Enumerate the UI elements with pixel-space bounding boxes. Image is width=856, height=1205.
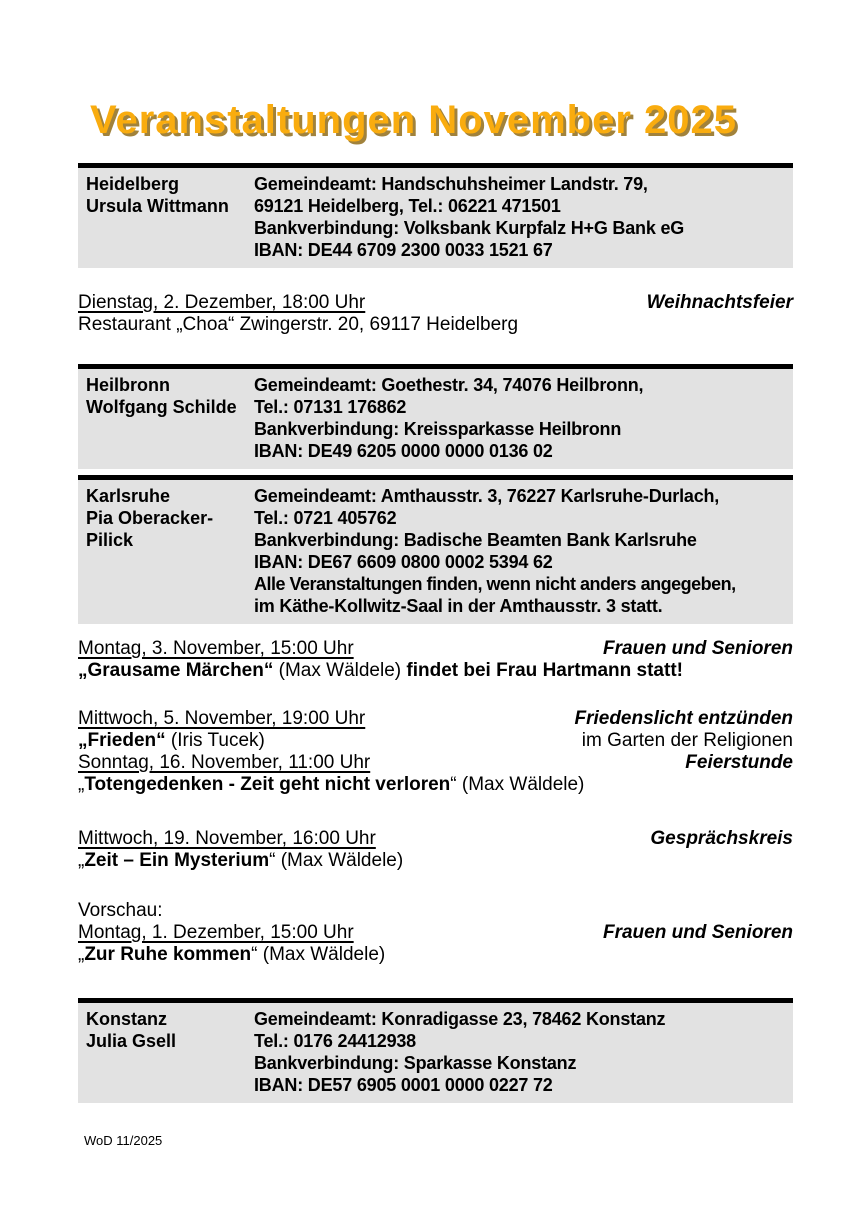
event-detail-text: „Frieden“ (Iris Tucek) xyxy=(78,730,265,751)
event-detail xyxy=(78,660,793,682)
event-category: Gesprächskreis xyxy=(650,828,793,849)
event-header xyxy=(78,828,793,850)
contact-city: Heilbronn xyxy=(86,375,170,395)
footer-issue-label: WoD 11/2025 xyxy=(84,1133,163,1148)
contact-detail-line: IBAN: DE44 6709 2300 0033 1521 67 xyxy=(254,240,553,260)
contact-note-line: im Käthe-Kollwitz-Saal in der Amthausstr. 3 statt. xyxy=(254,596,663,616)
page-title: Veranstaltungen November 2025 xyxy=(90,98,738,142)
event-detail xyxy=(78,944,793,966)
contact-person: Pilick xyxy=(86,530,134,550)
event-category: Frauen und Senioren xyxy=(602,638,793,659)
event-zeit-mysterium xyxy=(78,828,793,872)
contact-detail-line: Gemeindeamt: Goethestr. 34, 74076 Heilbronn, xyxy=(254,375,644,395)
contact-box-karlsruhe xyxy=(78,475,793,624)
event-date: Sonntag, 16. November, 11:00 Uhr xyxy=(78,752,371,773)
event-frieden xyxy=(78,708,793,752)
event-detail xyxy=(78,730,793,752)
event-detail-text: „Zeit – Ein Mysterium“ (Max Wäldele) xyxy=(78,850,404,871)
contact-detail-line: Gemeindeamt: Konradigasse 23, 78462 Konstanz xyxy=(254,1009,666,1029)
event-category: Feierstunde xyxy=(685,752,793,773)
contact-box-left xyxy=(86,485,254,617)
event-detail-text: „Zur Ruhe kommen“ (Max Wäldele) xyxy=(78,944,386,965)
contact-city: Karlsruhe xyxy=(86,486,171,506)
contact-box-right xyxy=(254,485,787,617)
contact-person: Julia Gsell xyxy=(86,1031,177,1051)
event-vorschau xyxy=(78,900,793,966)
contact-box-heidelberg xyxy=(78,163,793,268)
event-detail-text: „Grausame Märchen“ (Max Wäldele) findet bei Frau Hartmann statt! xyxy=(78,660,683,681)
contact-box-konstanz xyxy=(78,998,793,1103)
contact-detail-line: Gemeindeamt: Amthausstr. 3, 76227 Karlsruhe-Durlach, xyxy=(254,486,720,506)
event-detail-text: Restaurant „Choa“ Zwingerstr. 20, 69117 Heidelberg xyxy=(78,314,519,335)
contact-person: Ursula Wittmann xyxy=(86,196,229,216)
contact-box-heilbronn xyxy=(78,364,793,469)
event-date: Montag, 1. Dezember, 15:00 Uhr xyxy=(78,922,354,943)
contact-detail-line: Tel.: 0176 24412938 xyxy=(254,1031,416,1051)
contact-detail-line: Bankverbindung: Volksbank Kurpfalz H+G Bank eG xyxy=(254,218,685,238)
event-location: im Garten der Religionen xyxy=(581,730,793,751)
contact-box-left xyxy=(86,173,254,261)
contact-detail-line: IBAN: DE67 6609 0800 0002 5394 62 xyxy=(254,552,553,572)
contact-person: Pia Oberacker- xyxy=(86,508,214,528)
contact-detail-line: Tel.: 07131 176862 xyxy=(254,397,407,417)
event-header xyxy=(78,638,793,660)
event-category: Frauen und Senioren xyxy=(602,922,793,943)
event-date: Montag, 3. November, 15:00 Uhr xyxy=(78,638,354,659)
event-detail xyxy=(78,774,793,796)
contact-detail-line: Bankverbindung: Badische Beamten Bank Karlsruhe xyxy=(254,530,697,550)
contact-detail-line: Bankverbindung: Sparkasse Konstanz xyxy=(254,1053,577,1073)
event-detail-text: „Totengedenken - Zeit geht nicht verloren“ (Max Wäldele) xyxy=(78,774,585,795)
contact-box-left xyxy=(86,1008,254,1096)
event-category: Weihnachtsfeier xyxy=(646,292,793,313)
contact-city: Heidelberg xyxy=(86,174,180,194)
event-date: Mittwoch, 5. November, 19:00 Uhr xyxy=(78,708,366,729)
contact-detail-line: IBAN: DE57 6905 0001 0000 0227 72 xyxy=(254,1075,553,1095)
contact-detail-line: 69121 Heidelberg, Tel.: 06221 471501 xyxy=(254,196,561,216)
contact-person: Wolfgang Schilde xyxy=(86,397,237,417)
contact-box-right xyxy=(254,173,787,261)
event-header xyxy=(78,292,793,314)
contact-detail-line: Gemeindeamt: Handschuhsheimer Landstr. 79, xyxy=(254,174,648,194)
contact-box-left xyxy=(86,374,254,462)
event-date: Dienstag, 2. Dezember, 18:00 Uhr xyxy=(78,292,366,313)
contact-note-line: Alle Veranstaltungen finden, wenn nicht anders angegeben, xyxy=(254,574,736,594)
event-detail xyxy=(78,314,793,336)
contact-city: Konstanz xyxy=(86,1009,167,1029)
event-grausame-maerchen xyxy=(78,638,793,682)
contact-box-right xyxy=(254,374,787,462)
vorschau-label: Vorschau: xyxy=(78,900,163,921)
contact-detail-line: Tel.: 0721 405762 xyxy=(254,508,397,528)
event-header xyxy=(78,752,793,774)
contact-detail-line: IBAN: DE49 6205 0000 0000 0136 02 xyxy=(254,441,553,461)
event-date: Mittwoch, 19. November, 16:00 Uhr xyxy=(78,828,376,849)
contact-detail-line: Bankverbindung: Kreissparkasse Heilbronn xyxy=(254,419,622,439)
contact-box-right xyxy=(254,1008,787,1096)
event-category: Friedenslicht entzünden xyxy=(574,708,793,729)
event-header xyxy=(78,708,793,730)
event-detail xyxy=(78,850,793,872)
event-totengedenken xyxy=(78,752,793,796)
event-weihnachtsfeier xyxy=(78,292,793,336)
event-header xyxy=(78,922,793,944)
